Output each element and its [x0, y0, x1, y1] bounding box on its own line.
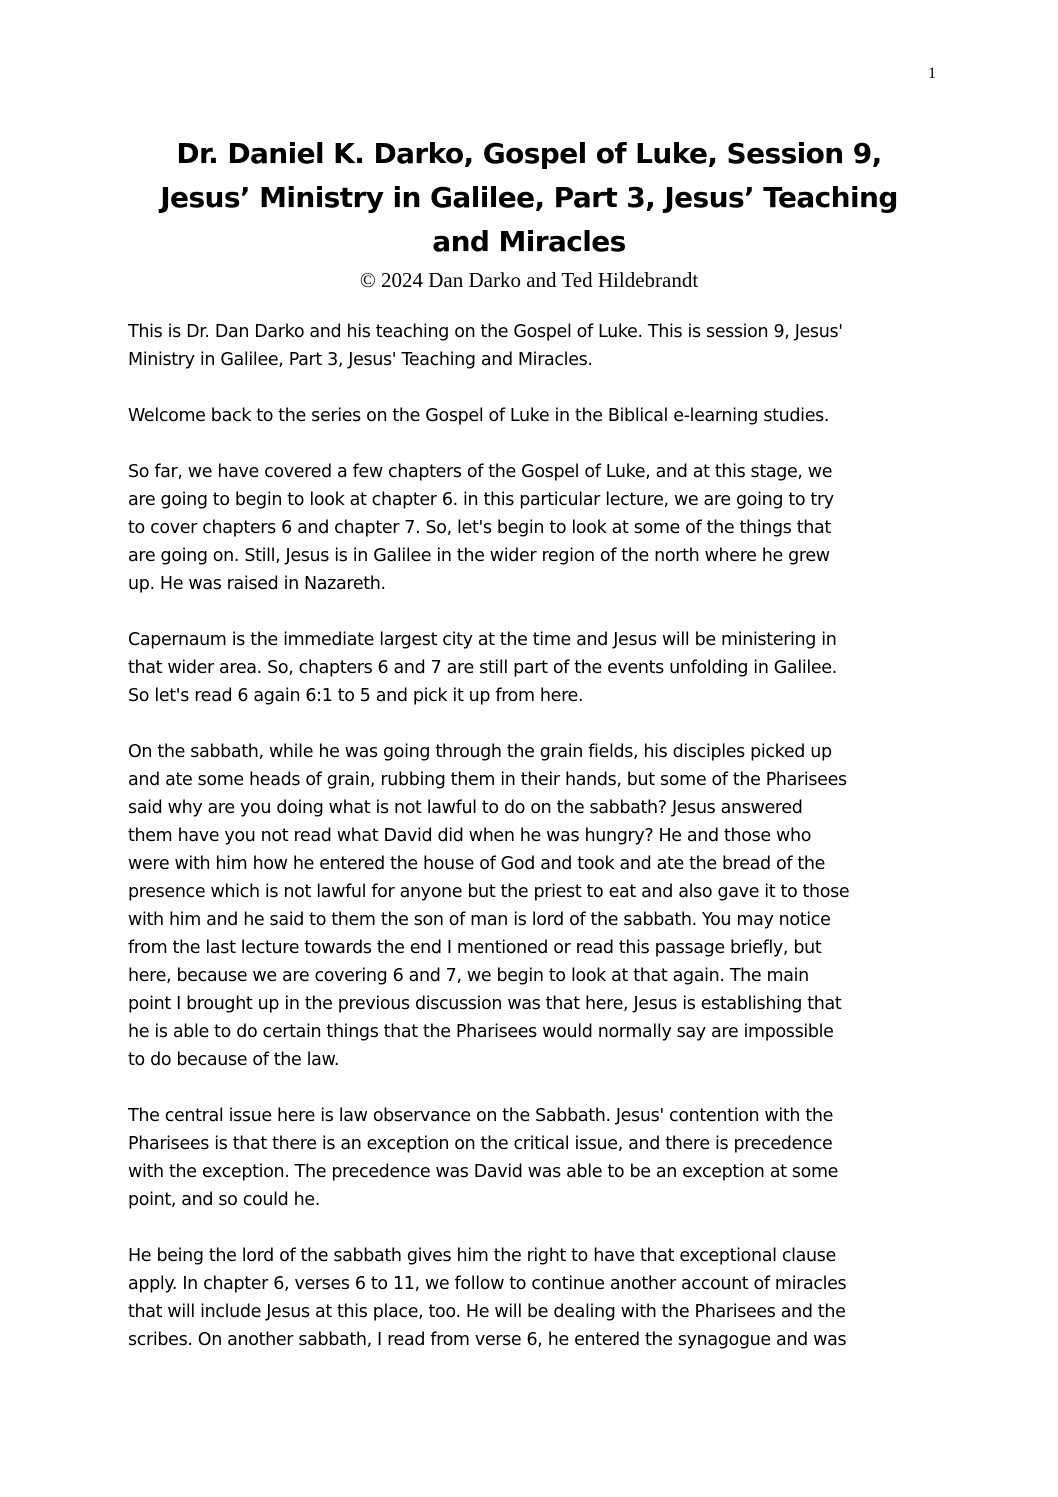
paragraph-line: said why are you doing what is not lawful to do on the sabbath? Jesus answered	[128, 798, 803, 818]
title-line: Jesus’ Ministry in Galilee, Part 3, Jesus’ Teaching	[160, 181, 898, 214]
paragraph-line: point I brought up in the previous discussion was that here, Jesus is establishing that	[128, 994, 842, 1014]
title-line: Dr. Daniel K. Darko, Gospel of Luke, Session 9,	[176, 137, 882, 170]
copyright-notice: © 2024 Dan Darko and Ted Hildebrandt	[359, 268, 699, 292]
paragraph-line: scribes. On another sabbath, I read from verse 6, he entered the synagogue and was	[128, 1330, 847, 1350]
body-paragraph	[128, 318, 928, 374]
paragraph-line: to do because of the law.	[128, 1050, 340, 1070]
paragraph-line: here, because we are covering 6 and 7, we begin to look at that again. The main	[128, 966, 809, 986]
paragraph-line: This is Dr. Dan Darko and his teaching on the Gospel of Luke. This is session 9, Jesus'	[128, 322, 843, 342]
paragraph-line: are going to begin to look at chapter 6. in this particular lecture, we are going to try	[128, 490, 834, 510]
paragraph-line: them have you not read what David did when he was hungry? He and those who	[128, 826, 812, 846]
paragraph-line: he is able to do certain things that the Pharisees would normally say are impossible	[128, 1022, 834, 1042]
paragraph-line: apply. In chapter 6, verses 6 to 11, we follow to continue another account of miracles	[128, 1274, 847, 1294]
paragraph-line: with him and he said to them the son of man is lord of the sabbath. You may notice	[128, 910, 831, 930]
paragraph-line: Pharisees is that there is an exception on the critical issue, and there is precedence	[128, 1134, 833, 1154]
paragraph-line: that wider area. So, chapters 6 and 7 are still part of the events unfolding in Galilee.	[128, 658, 837, 678]
paragraph-line: up. He was raised in Nazareth.	[128, 574, 386, 594]
body-paragraph	[128, 1102, 928, 1214]
paragraph-line: So far, we have covered a few chapters of the Gospel of Luke, and at this stage, we	[128, 462, 833, 482]
body-paragraph	[128, 458, 928, 598]
document-body	[128, 318, 928, 1382]
paragraph-line: Ministry in Galilee, Part 3, Jesus' Teaching and Miracles.	[128, 350, 593, 370]
paragraph-line: On the sabbath, while he was going through the grain fields, his disciples picked up	[128, 742, 832, 762]
body-paragraph	[128, 626, 928, 710]
document-title	[110, 132, 948, 264]
title-line: and Miracles	[432, 225, 626, 258]
paragraph-line: So let's read 6 again 6:1 to 5 and pick it up from here.	[128, 686, 584, 706]
body-paragraph	[128, 402, 928, 430]
body-paragraph	[128, 738, 928, 1074]
paragraph-line: point, and so could he.	[128, 1190, 320, 1210]
paragraph-line: with the exception. The precedence was David was able to be an exception at some	[128, 1162, 839, 1182]
paragraph-line: Welcome back to the series on the Gospel of Luke in the Biblical e-learning studies.	[128, 406, 830, 426]
paragraph-line: were with him how he entered the house of God and took and ate the bread of the	[128, 854, 826, 874]
paragraph-line: are going on. Still, Jesus is in Galilee in the wider region of the north where he grew	[128, 546, 830, 566]
paragraph-line: from the last lecture towards the end I mentioned or read this passage briefly, but	[128, 938, 822, 958]
paragraph-line: and ate some heads of grain, rubbing them in their hands, but some of the Pharisees	[128, 770, 847, 790]
body-paragraph	[128, 1242, 928, 1354]
page-number: 1	[928, 65, 936, 82]
paragraph-line: He being the lord of the sabbath gives him the right to have that exceptional clause	[128, 1246, 836, 1266]
paragraph-line: to cover chapters 6 and chapter 7. So, let's begin to look at some of the things that	[128, 518, 831, 538]
paragraph-line: The central issue here is law observance on the Sabbath. Jesus' contention with the	[128, 1106, 834, 1126]
paragraph-line: Capernaum is the immediate largest city at the time and Jesus will be ministering in	[128, 630, 837, 650]
paragraph-line: that will include Jesus at this place, too. He will be dealing with the Pharisees and the	[128, 1302, 846, 1322]
paragraph-line: presence which is not lawful for anyone but the priest to eat and also gave it to those	[128, 882, 850, 902]
